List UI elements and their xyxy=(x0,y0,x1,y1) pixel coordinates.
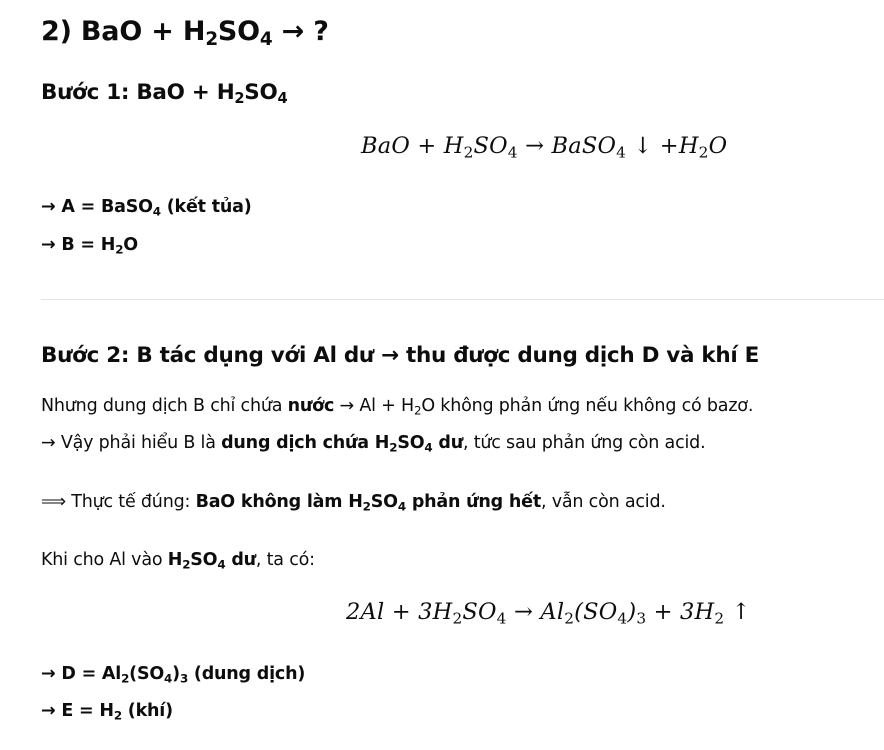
step1-heading: Bước 1: BaO + $H_2SO_4$ xyxy=(41,80,288,108)
step2-paragraph-3: ⟹ Thực tế đúng: BaO không làm $H_2SO_4$ phản ứng hết, vẫn còn acid. xyxy=(41,492,666,514)
result-e: → $E = H_2$ (khí) xyxy=(41,701,173,723)
step1-equation: BaO + $H_2SO_4$ → BaSO$_4$ ↓ $+H_2O$ xyxy=(361,133,728,162)
step2-equation: $2Al + 3H_2SO_4 \to Al_2(SO_4)_3 + 3H_2$ ↑ xyxy=(346,599,751,628)
result-a: → A = BaSO$_4$ (kết tủa) xyxy=(41,197,252,219)
step2-heading: Bước 2: B tác dụng với Al dư → thu được dung dịch D và khí E xyxy=(41,343,760,368)
result-d: → $D = Al_2(SO_4)_3$ (dung dịch) xyxy=(41,664,306,686)
step2-paragraph-2: → Vậy phải hiểu B là dung dịch chứa $H_2SO_4$ dư, tức sau phản ứng còn acid. xyxy=(41,433,706,455)
section-divider xyxy=(41,299,884,300)
step2-paragraph-1: Nhưng dung dịch B chỉ chứa nước → $Al + H_2O$ không phản ứng nếu không có bazơ. xyxy=(41,396,754,418)
result-b: → $B = H_2O$ xyxy=(41,235,138,257)
page-title: 2) BaO + $H_2SO_4$ → ? xyxy=(41,16,329,51)
step2-paragraph-4: Khi cho Al vào $H_2SO_4$ dư, ta có: xyxy=(41,550,315,572)
